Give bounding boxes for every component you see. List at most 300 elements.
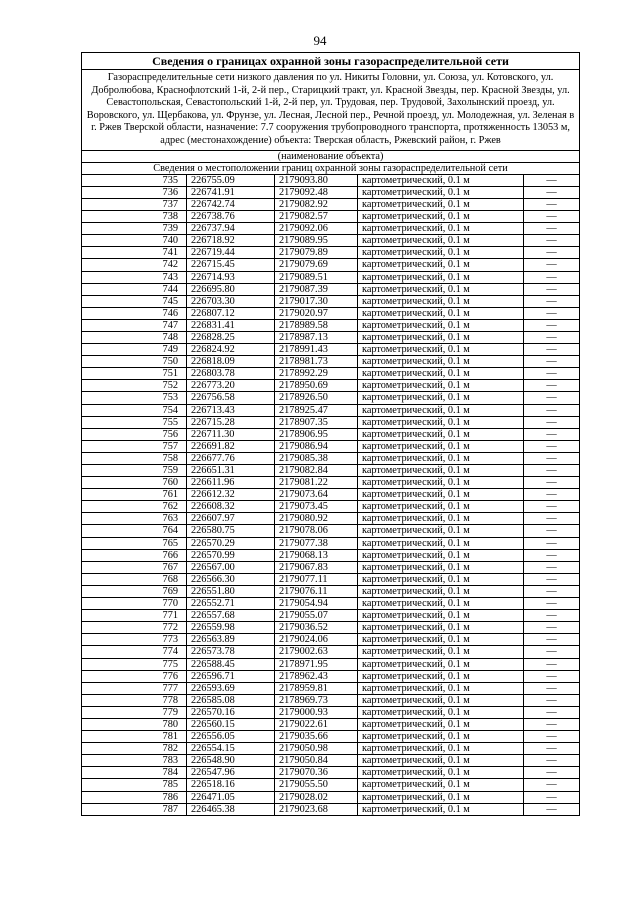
y-coordinate: 2179017.30 — [275, 295, 358, 307]
point-number: 766 — [82, 549, 187, 561]
description-dash: — — [524, 174, 580, 186]
method-accuracy: картометрический, 0.1 м — [358, 198, 524, 210]
method-accuracy: картометрический, 0.1 м — [358, 682, 524, 694]
point-number: 739 — [82, 223, 187, 235]
point-number: 741 — [82, 247, 187, 259]
x-coordinate: 226559.98 — [187, 622, 275, 634]
description-dash: — — [524, 743, 580, 755]
x-coordinate: 226773.20 — [187, 380, 275, 392]
y-coordinate: 2178950.69 — [275, 380, 358, 392]
point-number: 779 — [82, 706, 187, 718]
x-coordinate: 226518.16 — [187, 779, 275, 791]
method-accuracy: картометрический, 0.1 м — [358, 513, 524, 525]
description-dash: — — [524, 452, 580, 464]
table-row — [82, 682, 580, 694]
x-coordinate: 226737.94 — [187, 223, 275, 235]
point-number: 755 — [82, 416, 187, 428]
description-dash: — — [524, 731, 580, 743]
x-coordinate: 226718.92 — [187, 235, 275, 247]
description-dash: — — [524, 198, 580, 210]
y-coordinate: 2179079.69 — [275, 259, 358, 271]
table-row — [82, 658, 580, 670]
x-coordinate: 226803.78 — [187, 368, 275, 380]
point-number: 765 — [82, 537, 187, 549]
method-accuracy: картометрический, 0.1 м — [358, 295, 524, 307]
table-row — [82, 465, 580, 477]
method-accuracy: картометрический, 0.1 м — [358, 731, 524, 743]
location-header: Сведения о местоположении границ охранной зоны газораспределительной сети — [82, 162, 580, 174]
point-number: 750 — [82, 356, 187, 368]
x-coordinate: 226566.30 — [187, 573, 275, 585]
y-coordinate: 2178981.73 — [275, 356, 358, 368]
description-dash: — — [524, 525, 580, 537]
y-coordinate: 2178962.43 — [275, 670, 358, 682]
x-coordinate: 226588.45 — [187, 658, 275, 670]
table-title: Сведения о границах охранной зоны газораспределительной сети — [82, 53, 580, 70]
method-accuracy: картометрический, 0.1 м — [358, 585, 524, 597]
description-dash: — — [524, 356, 580, 368]
y-coordinate: 2179087.39 — [275, 283, 358, 295]
point-number: 740 — [82, 235, 187, 247]
description-dash: — — [524, 223, 580, 235]
description-dash: — — [524, 477, 580, 489]
point-number: 767 — [82, 561, 187, 573]
point-number: 742 — [82, 259, 187, 271]
y-coordinate: 2179089.95 — [275, 235, 358, 247]
y-coordinate: 2178926.50 — [275, 392, 358, 404]
x-coordinate: 226570.99 — [187, 549, 275, 561]
table-row — [82, 198, 580, 210]
x-coordinate: 226573.78 — [187, 646, 275, 658]
x-coordinate: 226741.91 — [187, 186, 275, 198]
table-row — [82, 223, 580, 235]
y-coordinate: 2178906.95 — [275, 428, 358, 440]
table-row — [82, 186, 580, 198]
y-coordinate: 2179081.22 — [275, 477, 358, 489]
y-coordinate: 2179035.66 — [275, 731, 358, 743]
y-coordinate: 2179000.93 — [275, 706, 358, 718]
table-row — [82, 718, 580, 730]
description-dash: — — [524, 803, 580, 815]
table-row — [82, 380, 580, 392]
y-coordinate: 2178925.47 — [275, 404, 358, 416]
method-accuracy: картометрический, 0.1 м — [358, 223, 524, 235]
description-dash: — — [524, 706, 580, 718]
y-coordinate: 2178959.81 — [275, 682, 358, 694]
x-coordinate: 226552.71 — [187, 598, 275, 610]
table-row — [82, 235, 580, 247]
point-number: 770 — [82, 598, 187, 610]
y-coordinate: 2178987.13 — [275, 331, 358, 343]
table-row — [82, 694, 580, 706]
x-coordinate: 226556.05 — [187, 731, 275, 743]
point-number: 757 — [82, 440, 187, 452]
point-number: 786 — [82, 791, 187, 803]
y-coordinate: 2179070.36 — [275, 767, 358, 779]
method-accuracy: картометрический, 0.1 м — [358, 465, 524, 477]
table-row — [82, 319, 580, 331]
description-dash: — — [524, 307, 580, 319]
description-dash: — — [524, 295, 580, 307]
table-row — [82, 404, 580, 416]
y-coordinate: 2179050.84 — [275, 755, 358, 767]
table-row — [82, 211, 580, 223]
method-accuracy: картометрический, 0.1 м — [358, 247, 524, 259]
table-row — [82, 598, 580, 610]
table-row — [82, 573, 580, 585]
method-accuracy: картометрический, 0.1 м — [358, 368, 524, 380]
method-accuracy: картометрический, 0.1 м — [358, 549, 524, 561]
point-number: 760 — [82, 477, 187, 489]
method-accuracy: картометрический, 0.1 м — [358, 573, 524, 585]
y-coordinate: 2179024.06 — [275, 634, 358, 646]
page-number: 94 — [313, 33, 327, 48]
table-row — [82, 295, 580, 307]
point-number: 738 — [82, 211, 187, 223]
table-row — [82, 537, 580, 549]
method-accuracy: картометрический, 0.1 м — [358, 694, 524, 706]
x-coordinate: 226607.97 — [187, 513, 275, 525]
method-accuracy: картометрический, 0.1 м — [358, 235, 524, 247]
description-dash: — — [524, 489, 580, 501]
table-row — [82, 416, 580, 428]
table-row — [82, 743, 580, 755]
description-dash: — — [524, 368, 580, 380]
method-accuracy: картометрический, 0.1 м — [358, 743, 524, 755]
description-dash: — — [524, 585, 580, 597]
point-number: 785 — [82, 779, 187, 791]
table-row — [82, 368, 580, 380]
y-coordinate: 2178969.73 — [275, 694, 358, 706]
y-coordinate: 2179055.07 — [275, 610, 358, 622]
method-accuracy: картометрический, 0.1 м — [358, 404, 524, 416]
description-dash: — — [524, 610, 580, 622]
point-number: 784 — [82, 767, 187, 779]
point-number: 754 — [82, 404, 187, 416]
point-number: 773 — [82, 634, 187, 646]
point-number: 751 — [82, 368, 187, 380]
description-dash: — — [524, 779, 580, 791]
description-dash: — — [524, 598, 580, 610]
method-accuracy: картометрический, 0.1 м — [358, 525, 524, 537]
y-coordinate: 2179078.06 — [275, 525, 358, 537]
table-row — [82, 549, 580, 561]
x-coordinate: 226547.96 — [187, 767, 275, 779]
x-coordinate: 226711.30 — [187, 428, 275, 440]
x-coordinate: 226570.16 — [187, 706, 275, 718]
point-number: 756 — [82, 428, 187, 440]
point-number: 749 — [82, 344, 187, 356]
y-coordinate: 2179050.98 — [275, 743, 358, 755]
point-number: 743 — [82, 271, 187, 283]
point-number: 777 — [82, 682, 187, 694]
point-number: 762 — [82, 501, 187, 513]
table-row — [82, 706, 580, 718]
point-number: 748 — [82, 331, 187, 343]
table-row — [82, 428, 580, 440]
x-coordinate: 226818.09 — [187, 356, 275, 368]
description-dash: — — [524, 658, 580, 670]
point-number: 768 — [82, 573, 187, 585]
x-coordinate: 226554.15 — [187, 743, 275, 755]
point-number: 783 — [82, 755, 187, 767]
description-dash: — — [524, 537, 580, 549]
description-dash: — — [524, 404, 580, 416]
method-accuracy: картометрический, 0.1 м — [358, 489, 524, 501]
description-dash: — — [524, 247, 580, 259]
y-coordinate: 2179092.48 — [275, 186, 358, 198]
x-coordinate: 226465.38 — [187, 803, 275, 815]
x-coordinate: 226828.25 — [187, 331, 275, 343]
description-dash: — — [524, 271, 580, 283]
point-number: 774 — [82, 646, 187, 658]
y-coordinate: 2179082.92 — [275, 198, 358, 210]
method-accuracy: картометрический, 0.1 м — [358, 646, 524, 658]
x-coordinate: 226471.05 — [187, 791, 275, 803]
point-number: 787 — [82, 803, 187, 815]
x-coordinate: 226548.90 — [187, 755, 275, 767]
description-dash: — — [524, 622, 580, 634]
table-row — [82, 622, 580, 634]
description-dash: — — [524, 718, 580, 730]
table-row — [82, 501, 580, 513]
y-coordinate: 2179082.57 — [275, 211, 358, 223]
point-number: 781 — [82, 731, 187, 743]
y-coordinate: 2179022.61 — [275, 718, 358, 730]
table-row — [82, 307, 580, 319]
table-row — [82, 344, 580, 356]
method-accuracy: картометрический, 0.1 м — [358, 755, 524, 767]
y-coordinate: 2179086.94 — [275, 440, 358, 452]
x-coordinate: 226756.58 — [187, 392, 275, 404]
method-accuracy: картометрический, 0.1 м — [358, 356, 524, 368]
x-coordinate: 226557.68 — [187, 610, 275, 622]
table-row — [82, 392, 580, 404]
y-coordinate: 2179093.80 — [275, 174, 358, 186]
description-dash: — — [524, 646, 580, 658]
y-coordinate: 2179092.06 — [275, 223, 358, 235]
table-row — [82, 283, 580, 295]
method-accuracy: картометрический, 0.1 м — [358, 259, 524, 271]
description-dash: — — [524, 440, 580, 452]
point-number: 736 — [82, 186, 187, 198]
x-coordinate: 226742.74 — [187, 198, 275, 210]
description-dash: — — [524, 416, 580, 428]
description-dash: — — [524, 428, 580, 440]
y-coordinate: 2179055.50 — [275, 779, 358, 791]
description-dash: — — [524, 186, 580, 198]
table-row — [82, 525, 580, 537]
y-coordinate: 2179077.11 — [275, 573, 358, 585]
x-coordinate: 226691.82 — [187, 440, 275, 452]
point-number: 771 — [82, 610, 187, 622]
y-coordinate: 2179068.13 — [275, 549, 358, 561]
method-accuracy: картометрический, 0.1 м — [358, 537, 524, 549]
description-dash: — — [524, 682, 580, 694]
description-dash: — — [524, 380, 580, 392]
method-accuracy: картометрический, 0.1 м — [358, 307, 524, 319]
description-dash: — — [524, 283, 580, 295]
point-number: 758 — [82, 452, 187, 464]
method-accuracy: картометрический, 0.1 м — [358, 319, 524, 331]
description-dash: — — [524, 791, 580, 803]
table-row — [82, 356, 580, 368]
y-coordinate: 2179073.45 — [275, 501, 358, 513]
y-coordinate: 2179089.51 — [275, 271, 358, 283]
table-row — [82, 646, 580, 658]
boundary-table — [81, 52, 580, 816]
y-coordinate: 2179080.92 — [275, 513, 358, 525]
x-coordinate: 226567.00 — [187, 561, 275, 573]
point-number: 759 — [82, 465, 187, 477]
y-coordinate: 2179073.64 — [275, 489, 358, 501]
method-accuracy: картометрический, 0.1 м — [358, 392, 524, 404]
table-row — [82, 271, 580, 283]
x-coordinate: 226719.44 — [187, 247, 275, 259]
description-dash: — — [524, 561, 580, 573]
x-coordinate: 226677.76 — [187, 452, 275, 464]
x-coordinate: 226611.96 — [187, 477, 275, 489]
y-coordinate: 2178992.29 — [275, 368, 358, 380]
description-dash: — — [524, 392, 580, 404]
object-caption: (наименование объекта) — [82, 150, 580, 162]
description-dash: — — [524, 634, 580, 646]
method-accuracy: картометрический, 0.1 м — [358, 670, 524, 682]
description-dash: — — [524, 755, 580, 767]
y-coordinate: 2179002.63 — [275, 646, 358, 658]
description-dash: — — [524, 235, 580, 247]
method-accuracy: картометрический, 0.1 м — [358, 416, 524, 428]
method-accuracy: картометрический, 0.1 м — [358, 477, 524, 489]
method-accuracy: картометрический, 0.1 м — [358, 380, 524, 392]
description-dash: — — [524, 501, 580, 513]
table-row — [82, 440, 580, 452]
y-coordinate: 2179020.97 — [275, 307, 358, 319]
description-dash: — — [524, 670, 580, 682]
table-row — [82, 755, 580, 767]
method-accuracy: картометрический, 0.1 м — [358, 622, 524, 634]
method-accuracy: картометрический, 0.1 м — [358, 718, 524, 730]
point-number: 772 — [82, 622, 187, 634]
description-dash: — — [524, 573, 580, 585]
x-coordinate: 226695.80 — [187, 283, 275, 295]
table-row — [82, 767, 580, 779]
method-accuracy: картометрический, 0.1 м — [358, 610, 524, 622]
table-row — [82, 247, 580, 259]
description-dash: — — [524, 694, 580, 706]
description-dash: — — [524, 465, 580, 477]
y-coordinate: 2179023.68 — [275, 803, 358, 815]
method-accuracy: картометрический, 0.1 м — [358, 452, 524, 464]
point-number: 778 — [82, 694, 187, 706]
x-coordinate: 226570.29 — [187, 537, 275, 549]
table-row — [82, 731, 580, 743]
y-coordinate: 2179085.38 — [275, 452, 358, 464]
table-row — [82, 803, 580, 815]
description-dash: — — [524, 259, 580, 271]
point-number: 764 — [82, 525, 187, 537]
x-coordinate: 226551.80 — [187, 585, 275, 597]
x-coordinate: 226612.32 — [187, 489, 275, 501]
method-accuracy: картометрический, 0.1 м — [358, 779, 524, 791]
table-row — [82, 561, 580, 573]
x-coordinate: 226651.31 — [187, 465, 275, 477]
table-row — [82, 585, 580, 597]
point-number: 769 — [82, 585, 187, 597]
method-accuracy: картометрический, 0.1 м — [358, 561, 524, 573]
y-coordinate: 2179076.11 — [275, 585, 358, 597]
method-accuracy: картометрический, 0.1 м — [358, 598, 524, 610]
x-coordinate: 226714.93 — [187, 271, 275, 283]
description-dash: — — [524, 513, 580, 525]
method-accuracy: картометрический, 0.1 м — [358, 331, 524, 343]
x-coordinate: 226713.43 — [187, 404, 275, 416]
table-row — [82, 610, 580, 622]
point-number: 780 — [82, 718, 187, 730]
description-dash: — — [524, 549, 580, 561]
method-accuracy: картометрический, 0.1 м — [358, 344, 524, 356]
table-row — [82, 513, 580, 525]
point-number: 747 — [82, 319, 187, 331]
description-dash: — — [524, 331, 580, 343]
method-accuracy: картометрический, 0.1 м — [358, 706, 524, 718]
point-number: 735 — [82, 174, 187, 186]
y-coordinate: 2178989.58 — [275, 319, 358, 331]
x-coordinate: 226715.28 — [187, 416, 275, 428]
x-coordinate: 226703.30 — [187, 295, 275, 307]
table-row — [82, 791, 580, 803]
method-accuracy: картометрический, 0.1 м — [358, 791, 524, 803]
y-coordinate: 2179054.94 — [275, 598, 358, 610]
y-coordinate: 2178907.35 — [275, 416, 358, 428]
description-dash: — — [524, 211, 580, 223]
x-coordinate: 226831.41 — [187, 319, 275, 331]
description-dash: — — [524, 344, 580, 356]
point-number: 745 — [82, 295, 187, 307]
y-coordinate: 2179067.83 — [275, 561, 358, 573]
y-coordinate: 2179028.02 — [275, 791, 358, 803]
method-accuracy: картометрический, 0.1 м — [358, 174, 524, 186]
table-row — [82, 779, 580, 791]
point-number: 737 — [82, 198, 187, 210]
x-coordinate: 226563.89 — [187, 634, 275, 646]
method-accuracy: картометрический, 0.1 м — [358, 658, 524, 670]
method-accuracy: картометрический, 0.1 м — [358, 428, 524, 440]
object-description: Газораспределительные сети низкого давления по ул. Никиты Головни, ул. Союза, ул. Котовского, ул. Добролюбова, Краснофлотский 1-й, 2-й пер., Старицкий тракт, ул. Красной Звезды, пер. Красной Звезды, ул. Севастопольская, Севастопольский 1-й, 2-й пер, ул. Трудовая, пер. Трудовой, Захолынский проезд, ул. Воровского, ул. Щербакова, ул. Фрунзе, ул. Лесная, Лесной пер., Речной проезд, ул. Молодежная, ул. Зеленая в г. Ржев Тверской области, назначение: 7.7 сооружения трубопроводного транспорта, протяженность 13053 м, адрес (местонахождение) объекта: Тверская область, Ржевский район, г. Ржев — [82, 70, 580, 151]
x-coordinate: 226807.12 — [187, 307, 275, 319]
point-number: 763 — [82, 513, 187, 525]
x-coordinate: 226560.15 — [187, 718, 275, 730]
x-coordinate: 226824.92 — [187, 344, 275, 356]
point-number: 775 — [82, 658, 187, 670]
method-accuracy: картометрический, 0.1 м — [358, 211, 524, 223]
y-coordinate: 2179036.52 — [275, 622, 358, 634]
x-coordinate: 226580.75 — [187, 525, 275, 537]
y-coordinate: 2178971.95 — [275, 658, 358, 670]
method-accuracy: картометрический, 0.1 м — [358, 634, 524, 646]
y-coordinate: 2178991.43 — [275, 344, 358, 356]
table-row — [82, 452, 580, 464]
method-accuracy: картометрический, 0.1 м — [358, 501, 524, 513]
table-row — [82, 259, 580, 271]
method-accuracy: картометрический, 0.1 м — [358, 767, 524, 779]
y-coordinate: 2179077.38 — [275, 537, 358, 549]
point-number: 782 — [82, 743, 187, 755]
point-number: 746 — [82, 307, 187, 319]
table-row — [82, 634, 580, 646]
method-accuracy: картометрический, 0.1 м — [358, 803, 524, 815]
y-coordinate: 2179079.89 — [275, 247, 358, 259]
